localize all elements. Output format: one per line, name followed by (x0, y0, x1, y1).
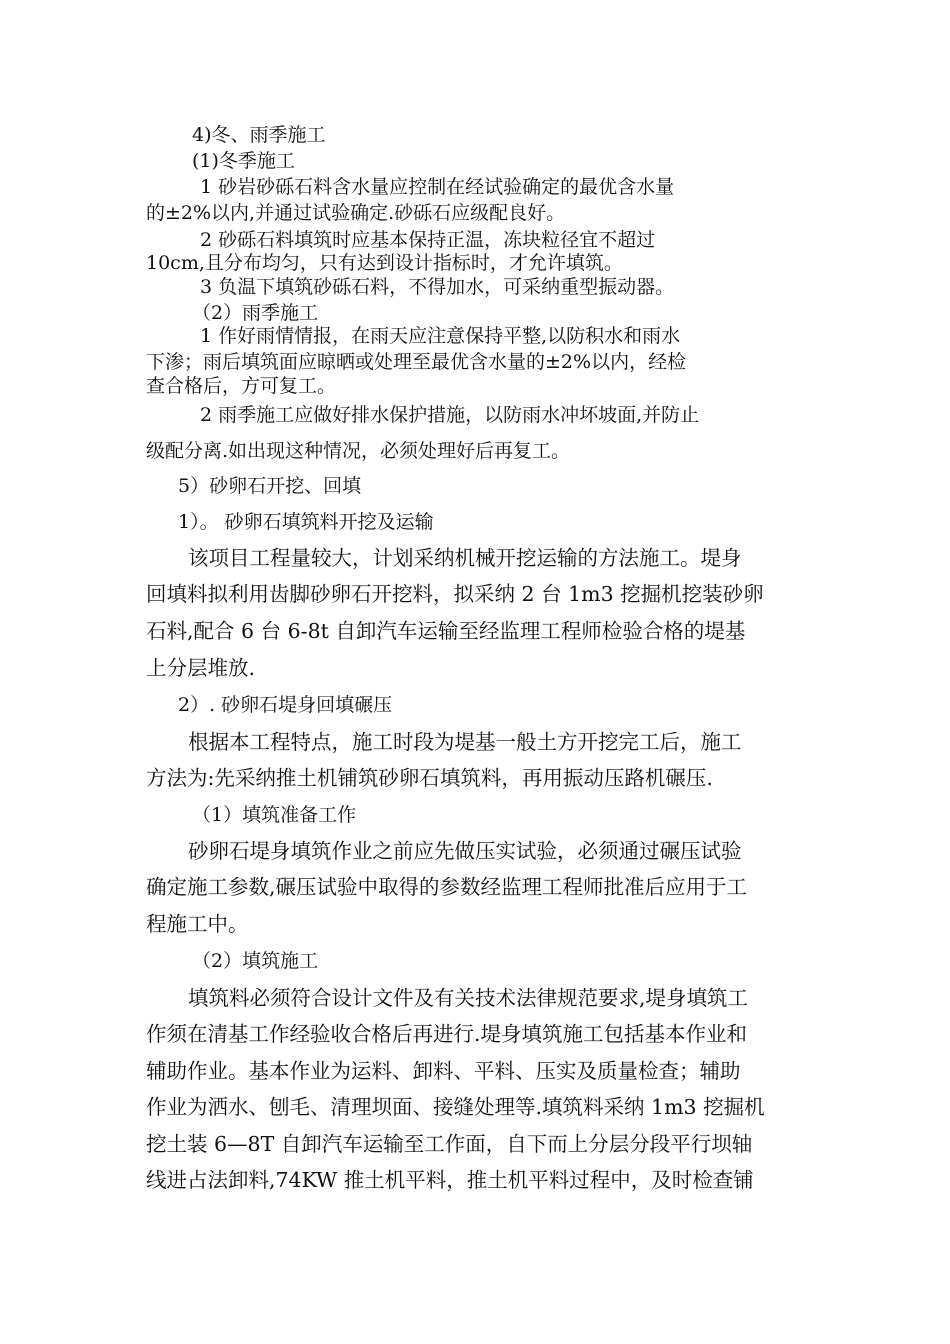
paragraph-line: 回填料拟利用齿脚砂卵石开挖料，拟采纳 2 台 1m3 挖掘机挖装砂卵 (146, 582, 764, 606)
subheading-compaction: 2）. 砂卵石堤身回填碾压 (178, 694, 393, 716)
paragraph-line: 挖土装 6—8T 自卸汽车运输至工作面，自下而上分层分段平行坝轴 (146, 1132, 753, 1156)
subheading-preparation: （1）填筑准备工作 (192, 804, 357, 826)
paragraph-line: 方法为:先采纳推土机铺筑砂卵石填筑料，再用振动压路机碾压. (146, 766, 713, 790)
paragraph-line: 确定施工参数,碾压试验中取得的参数经监理工程师批准后应用于工 (146, 875, 748, 899)
paragraph-line: 根据本工程特点，施工时段为堤基一般土方开挖完工后，施工 (188, 730, 742, 754)
paragraph-line: 线进占法卸料,74KW 推土机平料，推土机平料过程中，及时检查铺 (146, 1168, 754, 1192)
paragraph-line: 该项目工程量较大，计划采纳机械开挖运输的方法施工。堤身 (188, 546, 742, 570)
paragraph-line: 1 砂岩砂砾石料含水量应控制在经试验确定的最优含水量 (200, 176, 675, 198)
subheading-excavation: 1）。 砂卵石填筑料开挖及运输 (178, 511, 434, 533)
paragraph-line: 下渗；雨后填筑面应晾晒或处理至最优含水量的±2%以内，经检 (146, 351, 687, 373)
subheading-filling: （2）填筑施工 (192, 950, 319, 972)
paragraph-line: 程施工中。 (146, 912, 249, 936)
paragraph-line: 2 雨季施工应做好排水保护措施，以防雨水冲坏坡面,并防止 (200, 404, 700, 426)
paragraph-line: 石料,配合 6 台 6-8t 自卸汽车运输至经监理工程师检验合格的堤基 (146, 619, 746, 643)
paragraph-line: 3 负温下填筑砂砾石料，不得加水，可采纳重型振动器。 (200, 276, 675, 298)
section-heading-gravel: 5）砂卵石开挖、回填 (178, 475, 362, 497)
subheading-winter: (1)冬季施工 (192, 150, 295, 172)
paragraph-line: 2 砂砾石料填筑时应基本保持正温，冻块粒径宜不超过 (200, 229, 656, 251)
paragraph-line: 上分层堆放. (146, 656, 256, 680)
paragraph-line: 级配分离.如出现这种情况，必须处理好后再复工。 (146, 440, 571, 462)
paragraph-line: 查合格后，方可复工。 (146, 375, 337, 397)
paragraph-line: 的±2%以内,并通过试验确定.砂砾石应级配良好。 (146, 202, 566, 224)
paragraph-line: 作须在清基工作经验收合格后再进行.堤身填筑施工包括基本作业和 (146, 1022, 748, 1046)
paragraph-line: 10cm,且分布均匀，只有达到设计指标时，才允许填筑。 (146, 252, 623, 274)
paragraph-line: 作业为洒水、刨毛、清理坝面、接缝处理等.填筑料采纳 1m3 挖掘机 (146, 1095, 765, 1119)
section-heading-winter-rain: 4)冬、雨季施工 (192, 124, 326, 146)
paragraph-line: 填筑料必须符合设计文件及有关技术法律规范要求,堤身填筑工 (188, 986, 749, 1010)
paragraph-line: 1 作好雨情情报，在雨天应注意保持平整,以防积水和雨水 (200, 325, 681, 347)
paragraph-line: 辅助作业。基本作业为运料、卸料、平料、压实及质量检查；辅助 (146, 1059, 741, 1083)
paragraph-line: 砂卵石堤身填筑作业之前应先做压实试验，必须通过碾压试验 (188, 839, 742, 863)
subheading-rain: （2）雨季施工 (192, 302, 319, 324)
